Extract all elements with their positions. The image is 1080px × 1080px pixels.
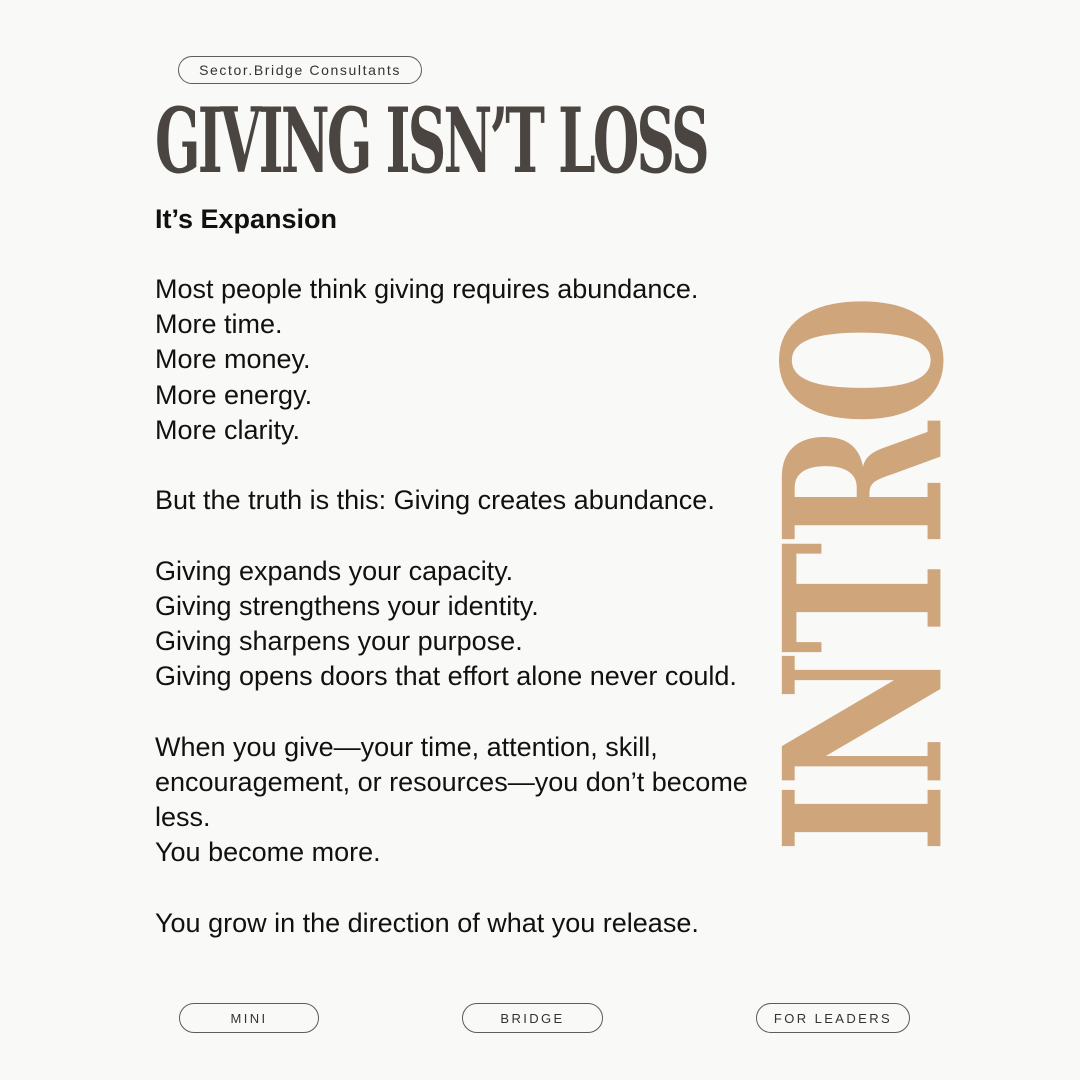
paragraph-gap (155, 870, 775, 905)
brand-pill (178, 56, 422, 84)
brand-name: Sector.Bridge Consultants (199, 62, 401, 78)
body-line: You grow in the direction of what you release. (155, 907, 699, 938)
paragraph-gap (155, 518, 775, 553)
body-text (155, 272, 775, 941)
body-line: More time. (155, 309, 283, 340)
body-line: Giving opens doors that effort alone never could. (155, 661, 737, 692)
body-line: More energy. (155, 379, 313, 410)
body-line: You become more. (155, 837, 381, 868)
body-line: More money. (155, 344, 311, 375)
body-line: Giving strengthens your identity. (155, 590, 539, 621)
side-word-intro: INTRO (737, 298, 993, 853)
tag-for-leaders (756, 1003, 910, 1033)
body-line: Giving expands your capacity. (155, 555, 514, 586)
body-line: Most people think giving requires abundance. (155, 274, 699, 304)
tag-label: BRIDGE (500, 1010, 565, 1026)
tag-bridge (462, 1003, 603, 1033)
tag-mini (179, 1003, 319, 1033)
tag-label: MINI (230, 1010, 268, 1026)
paragraph-gap (155, 694, 775, 729)
side-word-container (737, 298, 993, 853)
page-subtitle: It’s Expansion (155, 204, 338, 234)
body-line: More clarity. (155, 414, 301, 445)
page-title: GIVING ISN’T LOSS (155, 88, 707, 194)
body-line: When you give—your time, attention, skill, encouragement, or resources—you don’t become less. (155, 731, 748, 832)
body-line: But the truth is this: Giving creates abundance. (155, 485, 715, 516)
body-line: Giving sharpens your purpose. (155, 626, 523, 656)
paragraph-gap (155, 448, 775, 483)
tag-label: FOR LEADERS (773, 1010, 893, 1026)
